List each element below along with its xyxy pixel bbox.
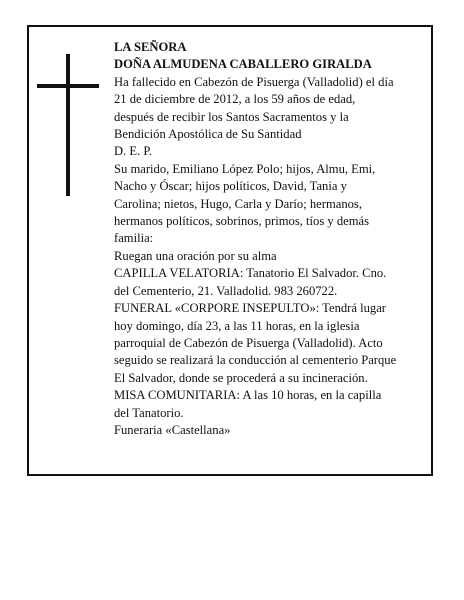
text-line: hermanos políticos, sobrinos, primos, tíos y demás <box>114 214 370 229</box>
text-line: seguido se realizará la conducción al cementerio Parque <box>114 353 397 368</box>
text-line: parroquial de Cabezón de Pisuerga (Valladolid). Acto <box>114 335 383 350</box>
text-line: CAPILLA VELATORIA: Tanatorio El Salvador. Cno. <box>114 266 387 281</box>
obituary-body <box>114 74 434 440</box>
text-line: Ha fallecido en Cabezón de Pisuerga (Valladolid) el día <box>114 74 394 89</box>
cross-horizontal-bar <box>37 84 99 88</box>
text-line: Ruegan una oración por su alma <box>114 248 277 263</box>
obituary-text <box>114 39 434 439</box>
text-line: del Tanatorio. <box>114 405 184 420</box>
text-line: Nacho y Óscar; hijos políticos, David, Tania y <box>114 179 347 194</box>
deceased-name: DOÑA ALMUDENA CABALLERO GIRALDA <box>114 57 372 72</box>
text-line: Funeraria «Castellana» <box>114 422 231 437</box>
text-line: familia: <box>114 231 154 246</box>
text-line: D. E. P. <box>114 144 153 159</box>
text-line: Su marido, Emiliano López Polo; hijos, Almu, Emi, <box>114 161 376 176</box>
text-line: FUNERAL «CORPORE INSEPULTO»: Tendrá lugar <box>114 301 386 316</box>
cross-vertical-bar <box>66 54 70 196</box>
text-line: hoy domingo, día 23, a las 11 horas, en la iglesia <box>114 318 360 333</box>
title-line-1: LA SEÑORA <box>114 40 187 54</box>
text-line: Carolina; nietos, Hugo, Carla y Darío; hermanos, <box>114 196 362 211</box>
text-line: 21 de diciembre de 2012, a los 59 años de edad, <box>114 92 356 107</box>
text-line: MISA COMUNITARIA: A las 10 horas, en la capilla <box>114 388 382 403</box>
text-line: después de recibir los Santos Sacramentos y la <box>114 109 349 124</box>
text-line: Bendición Apostólica de Su Santidad <box>114 127 302 142</box>
text-line: del Cementerio, 21. Valladolid. 983 260722. <box>114 283 338 298</box>
text-line: El Salvador, donde se procederá a su incineración. <box>114 370 368 385</box>
